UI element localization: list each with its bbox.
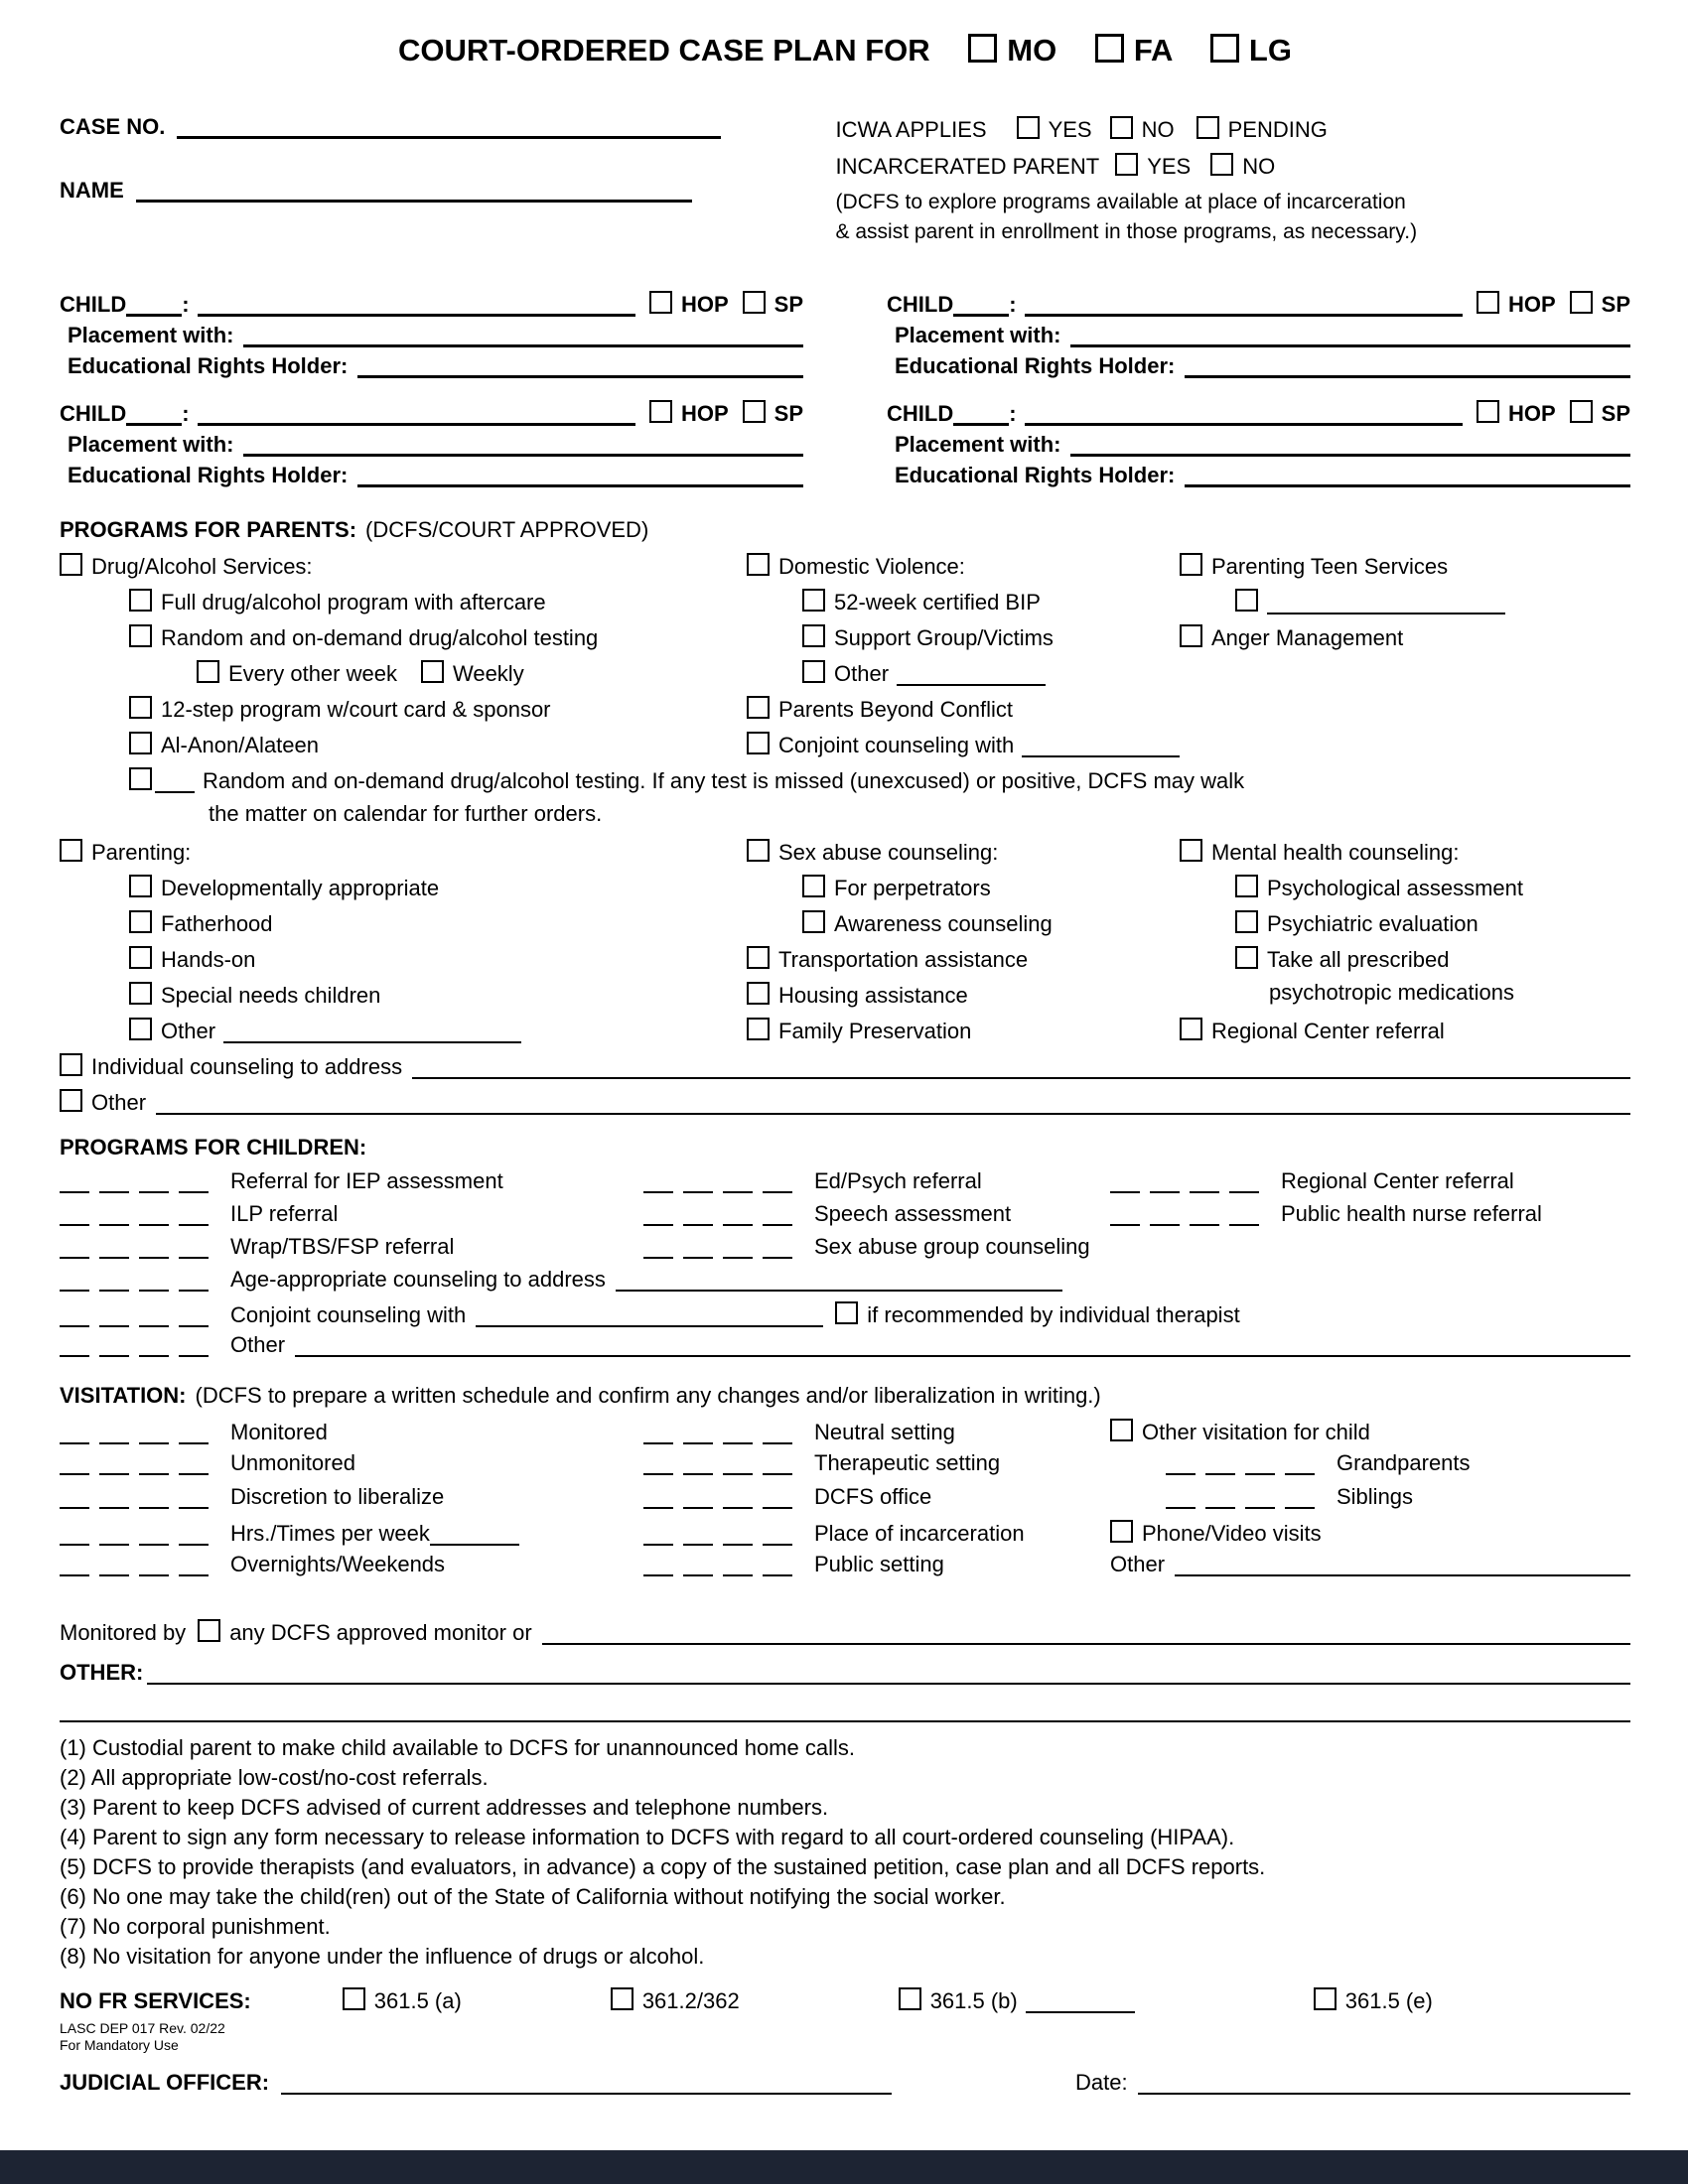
psychiatric-eval-label: Psychiatric evaluation bbox=[1267, 911, 1478, 936]
initial-blanks[interactable] bbox=[60, 1350, 218, 1352]
judicial-officer-row bbox=[60, 2070, 1630, 2096]
placement-row bbox=[895, 432, 1630, 458]
psych-assessment-label: Psychological assessment bbox=[1267, 876, 1524, 900]
special-needs-label: Special needs children bbox=[161, 983, 381, 1008]
conjoint-counseling-label: Conjoint counseling with bbox=[778, 733, 1015, 757]
initial-blanks[interactable] bbox=[643, 1219, 802, 1221]
neutral-setting-label: Neutral setting bbox=[814, 1420, 955, 1444]
children-row bbox=[60, 1168, 1630, 1201]
speech-label: Speech assessment bbox=[814, 1201, 1012, 1226]
sp-label: SP bbox=[774, 292, 803, 317]
parenting-other-line[interactable] bbox=[223, 1041, 521, 1043]
checkbox-weekly[interactable] bbox=[421, 660, 444, 683]
parenting-other-label: Other bbox=[161, 1019, 216, 1043]
checkbox-any-dcfs-monitor[interactable] bbox=[198, 1619, 220, 1642]
therapeutic-setting-label: Therapeutic setting bbox=[814, 1450, 1001, 1475]
case-no-line[interactable] bbox=[177, 136, 721, 139]
checkbox-teen-blank[interactable] bbox=[1235, 589, 1258, 612]
edu-rights-label: Educational Rights Holder: bbox=[68, 353, 349, 378]
children-row bbox=[60, 1299, 1630, 1332]
visitation-row bbox=[60, 1450, 1630, 1484]
checkbox-sp[interactable] bbox=[743, 400, 766, 423]
sp-label: SP bbox=[1601, 292, 1630, 317]
name-line[interactable] bbox=[136, 200, 692, 203]
child-colon: : bbox=[1009, 292, 1017, 317]
children-other-label: Other bbox=[230, 1332, 286, 1357]
parents-columns-top bbox=[60, 551, 1630, 765]
no-fr-row bbox=[60, 1985, 1630, 2014]
checkbox-psychotropic-meds[interactable] bbox=[1235, 946, 1258, 969]
checkbox-361-5-a[interactable] bbox=[343, 1987, 365, 2010]
placement-label: Placement with: bbox=[895, 323, 1061, 347]
case-no-label: CASE NO. bbox=[60, 114, 166, 139]
361-5-b-label: 361.5 (b) bbox=[929, 1988, 1018, 2013]
checkbox-mo[interactable] bbox=[968, 34, 997, 63]
initial-blanks[interactable] bbox=[60, 1570, 218, 1571]
initial-blanks[interactable] bbox=[60, 1219, 218, 1221]
hands-on-label: Hands-on bbox=[161, 947, 256, 972]
form-title bbox=[60, 26, 1630, 68]
checkbox-hop[interactable] bbox=[1477, 400, 1499, 423]
individual-counseling-row bbox=[60, 1051, 1630, 1087]
rule-item: (4) Parent to sign any form necessary to release information to DCFS with regard to all court-ordered counseling (HIPAA). bbox=[60, 1825, 1235, 1849]
checkbox-icwa-pending[interactable] bbox=[1196, 116, 1219, 139]
checkbox-conjoint-counseling[interactable] bbox=[747, 732, 770, 754]
placement-line[interactable] bbox=[1070, 344, 1630, 347]
edu-rights-line[interactable] bbox=[357, 375, 803, 378]
initial-blanks[interactable] bbox=[60, 1320, 218, 1322]
incarcerated-note-line1: (DCFS to explore programs available at place of incarceration bbox=[835, 191, 1406, 213]
visitation-row bbox=[60, 1417, 1630, 1450]
child-label: CHILD bbox=[887, 401, 954, 426]
parents-heading: PROGRAMS FOR PARENTS: bbox=[60, 517, 357, 542]
rule-item: (6) No one may take the child(ren) out of the State of California without notifying the social worker. bbox=[60, 1884, 1006, 1909]
incarcerated-yes-label: YES bbox=[1147, 154, 1192, 179]
checkbox-lg[interactable] bbox=[1210, 34, 1239, 63]
regional-referral-label: Regional Center referral bbox=[1281, 1168, 1514, 1193]
parenting-label: Parenting: bbox=[91, 840, 192, 865]
initial-blanks[interactable] bbox=[60, 1502, 218, 1504]
visitation-heading: VISITATION: bbox=[60, 1383, 187, 1408]
checkbox-hands-on[interactable] bbox=[129, 946, 152, 969]
nurse-label: Public health nurse referral bbox=[1281, 1201, 1542, 1226]
placement-label: Placement with: bbox=[68, 323, 234, 347]
individual-counseling-label: Individual counseling to address bbox=[91, 1054, 403, 1079]
checkbox-for-perpetrators[interactable] bbox=[802, 875, 825, 897]
checkbox-parents-beyond-conflict[interactable] bbox=[747, 696, 770, 719]
child-number-line[interactable] bbox=[953, 314, 1009, 317]
checkbox-sp[interactable] bbox=[1570, 291, 1593, 314]
checkbox-regional-center[interactable] bbox=[1180, 1018, 1202, 1040]
place-incarceration-label: Place of incarceration bbox=[814, 1521, 1025, 1546]
rule-item: (7) No corporal punishment. bbox=[60, 1914, 331, 1939]
child-label: CHILD bbox=[60, 292, 127, 317]
grandparents-label: Grandparents bbox=[1336, 1450, 1471, 1475]
visitation-other-label: Other bbox=[1110, 1552, 1166, 1576]
edu-rights-row bbox=[68, 353, 803, 379]
initial-blanks[interactable] bbox=[60, 1539, 218, 1541]
checkbox-dv-other[interactable] bbox=[802, 660, 825, 683]
family-preservation-label: Family Preservation bbox=[778, 1019, 972, 1043]
initial-blanks[interactable] bbox=[60, 1468, 218, 1470]
checkbox-phone-video[interactable] bbox=[1110, 1520, 1133, 1543]
icwa-pending-label: PENDING bbox=[1227, 117, 1328, 142]
checkbox-icwa-no[interactable] bbox=[1110, 116, 1133, 139]
visitation-row bbox=[60, 1552, 1630, 1585]
title-option-fa: FA bbox=[1133, 33, 1173, 68]
icwa-row bbox=[836, 114, 1630, 143]
checkbox-fatherhood[interactable] bbox=[129, 910, 152, 933]
parents-other-row bbox=[60, 1087, 1630, 1123]
mental-health-label: Mental health counseling: bbox=[1211, 840, 1460, 865]
checkbox-every-other-week[interactable] bbox=[197, 660, 219, 683]
wrap-label: Wrap/TBS/FSP referral bbox=[230, 1234, 455, 1259]
every-other-week-label: Every other week bbox=[228, 661, 397, 686]
361-5-a-label: 361.5 (a) bbox=[373, 1988, 462, 2013]
checkbox-developmentally-appropriate[interactable] bbox=[129, 875, 152, 897]
monitored-label: Monitored bbox=[230, 1420, 328, 1444]
checkbox-parenting[interactable] bbox=[60, 839, 82, 862]
judicial-officer-label: JUDICIAL OFFICER: bbox=[60, 2070, 270, 2095]
initial-blanks[interactable] bbox=[643, 1502, 802, 1504]
checkbox-hop[interactable] bbox=[649, 400, 672, 423]
child-block bbox=[887, 289, 1630, 384]
child-number-line[interactable] bbox=[126, 423, 182, 426]
placement-row bbox=[895, 323, 1630, 348]
checkbox-sex-abuse-counseling[interactable] bbox=[747, 839, 770, 862]
parents-columns-bottom bbox=[60, 837, 1630, 1051]
child-colon: : bbox=[182, 401, 190, 426]
other-visitation-child-label: Other visitation for child bbox=[1142, 1420, 1370, 1444]
sp-label: SP bbox=[774, 401, 803, 426]
checkbox-incarcerated-yes[interactable] bbox=[1115, 153, 1138, 176]
dv-other-line[interactable] bbox=[897, 684, 1046, 686]
form-mandatory: For Mandatory Use bbox=[60, 2037, 179, 2053]
children-heading: PROGRAMS FOR CHILDREN: bbox=[60, 1135, 367, 1160]
continuation-line[interactable] bbox=[60, 1720, 1630, 1722]
rule-item: (3) Parent to keep DCFS advised of current addresses and telephone numbers. bbox=[60, 1795, 829, 1820]
checkbox-sp[interactable] bbox=[743, 291, 766, 314]
checkbox-psych-assessment[interactable] bbox=[1235, 875, 1258, 897]
judicial-officer-line[interactable] bbox=[281, 2093, 892, 2095]
child-blocks bbox=[60, 289, 1630, 493]
checkbox-domestic-violence[interactable] bbox=[747, 553, 770, 576]
initial-blanks[interactable] bbox=[60, 1437, 218, 1439]
random-testing-walk-row2 bbox=[60, 801, 1630, 837]
sp-label: SP bbox=[1601, 401, 1630, 426]
other-orders-label: OTHER: bbox=[60, 1660, 144, 1685]
edu-rights-row bbox=[895, 463, 1630, 488]
hrs-times-label: Hrs./Times per week bbox=[230, 1521, 430, 1546]
initial-blanks[interactable] bbox=[643, 1570, 802, 1571]
sex-abuse-group-label: Sex abuse group counseling bbox=[814, 1234, 1090, 1259]
psychotropic-meds-label2: psychotropic medications bbox=[1269, 980, 1515, 1005]
checkbox-361-2-362[interactable] bbox=[611, 1987, 633, 2010]
checkbox-drug-alcohol-services[interactable] bbox=[60, 553, 82, 576]
weekly-label: Weekly bbox=[452, 661, 524, 686]
child-colon: : bbox=[182, 292, 190, 317]
conjoint-parent-line[interactable] bbox=[1022, 755, 1180, 757]
initial-blanks[interactable] bbox=[1166, 1468, 1325, 1470]
form-title-text: COURT-ORDERED CASE PLAN FOR bbox=[398, 33, 930, 68]
psychotropic-meds-label1: Take all prescribed bbox=[1267, 947, 1450, 972]
placement-label: Placement with: bbox=[68, 432, 234, 457]
title-option-mo: MO bbox=[1007, 33, 1057, 68]
child-label: CHILD bbox=[887, 292, 954, 317]
dv-other-label: Other bbox=[834, 661, 890, 686]
checkbox-al-anon[interactable] bbox=[129, 732, 152, 754]
anger-management-label: Anger Management bbox=[1211, 625, 1404, 650]
housing-label: Housing assistance bbox=[778, 983, 968, 1008]
domestic-violence-label: Domestic Violence: bbox=[778, 554, 965, 579]
checkbox-12-step[interactable] bbox=[129, 696, 152, 719]
checkbox-parenting-other[interactable] bbox=[129, 1018, 152, 1040]
checkbox-housing[interactable] bbox=[747, 982, 770, 1005]
icwa-yes-label: YES bbox=[1048, 117, 1092, 142]
siblings-label: Siblings bbox=[1336, 1484, 1414, 1509]
children-section-heading bbox=[60, 1135, 1630, 1160]
checkbox-mental-health[interactable] bbox=[1180, 839, 1202, 862]
placement-label: Placement with: bbox=[895, 432, 1061, 457]
bip-label: 52-week certified BIP bbox=[834, 590, 1041, 614]
checkbox-parents-other[interactable] bbox=[60, 1089, 82, 1112]
if-recommended-label: if recommended by individual therapist bbox=[867, 1302, 1240, 1327]
child-row bbox=[887, 289, 1630, 318]
initial-blanks[interactable] bbox=[60, 1186, 218, 1188]
checkbox-special-needs[interactable] bbox=[129, 982, 152, 1005]
checkbox-hop[interactable] bbox=[649, 291, 672, 314]
361-5-e-label: 361.5 (e) bbox=[1344, 1988, 1433, 2013]
discretion-label: Discretion to liberalize bbox=[230, 1484, 445, 1509]
checkbox-transportation[interactable] bbox=[747, 946, 770, 969]
placement-line[interactable] bbox=[243, 454, 803, 457]
edu-rights-row bbox=[68, 463, 803, 488]
visitation-section-heading bbox=[60, 1383, 1630, 1409]
ilp-label: ILP referral bbox=[230, 1201, 339, 1226]
hop-label: HOP bbox=[680, 401, 729, 426]
initial-blanks[interactable] bbox=[643, 1252, 802, 1254]
rule-item: (2) All appropriate low-cost/no-cost referrals. bbox=[60, 1765, 489, 1790]
checkbox-icwa-yes[interactable] bbox=[1017, 116, 1040, 139]
regional-center-label: Regional Center referral bbox=[1211, 1019, 1445, 1043]
initial-blanks[interactable] bbox=[1110, 1219, 1269, 1221]
initial-blanks[interactable] bbox=[643, 1539, 802, 1541]
children-other-line[interactable] bbox=[295, 1355, 1630, 1357]
top-section bbox=[60, 114, 1630, 247]
child-colon: : bbox=[1009, 401, 1017, 426]
parenting-teen-label: Parenting Teen Services bbox=[1211, 554, 1449, 579]
12-step-label: 12-step program w/court card & sponsor bbox=[161, 697, 551, 722]
placement-row bbox=[68, 432, 803, 458]
individual-counseling-line[interactable] bbox=[412, 1077, 1630, 1079]
checkbox-hop[interactable] bbox=[1477, 291, 1499, 314]
case-no-row bbox=[60, 114, 798, 140]
edu-rights-row bbox=[895, 353, 1630, 379]
sex-abuse-counseling-label: Sex abuse counseling: bbox=[778, 840, 999, 865]
for-perpetrators-label: For perpetrators bbox=[834, 876, 991, 900]
visitation-other-line[interactable] bbox=[1175, 1574, 1630, 1576]
checkbox-361-5-b[interactable] bbox=[899, 1987, 921, 2010]
checkbox-anger-management[interactable] bbox=[1180, 624, 1202, 647]
incarcerated-row bbox=[836, 151, 1630, 180]
testing-blank-line[interactable] bbox=[155, 791, 195, 793]
edu-rights-line[interactable] bbox=[1185, 375, 1630, 378]
edu-rights-line[interactable] bbox=[357, 484, 803, 487]
placement-line[interactable] bbox=[1070, 454, 1630, 457]
random-testing-walk-label: Random and on-demand drug/alcohol testing. If any test is missed (unexcused) or positive, DCFS may walk bbox=[203, 768, 1245, 793]
phone-video-label: Phone/Video visits bbox=[1142, 1521, 1322, 1546]
any-dcfs-monitor-label: any DCFS approved monitor or bbox=[229, 1620, 532, 1645]
initial-blanks[interactable] bbox=[1110, 1186, 1269, 1188]
children-row bbox=[60, 1234, 1630, 1267]
initial-blanks[interactable] bbox=[1166, 1502, 1325, 1504]
checkbox-fa[interactable] bbox=[1095, 34, 1124, 63]
checkbox-psychiatric-eval[interactable] bbox=[1235, 910, 1258, 933]
conjoint-child-label: Conjoint counseling with bbox=[230, 1302, 467, 1327]
dcfs-office-label: DCFS office bbox=[814, 1484, 932, 1509]
361-5-b-line[interactable] bbox=[1026, 2011, 1135, 2013]
initial-blanks[interactable] bbox=[643, 1437, 802, 1439]
edu-rights-label: Educational Rights Holder: bbox=[895, 463, 1176, 487]
drug-alcohol-label: Drug/Alcohol Services: bbox=[91, 554, 313, 579]
child-name-line[interactable] bbox=[198, 423, 635, 426]
checkbox-support-group[interactable] bbox=[802, 624, 825, 647]
visitation-row bbox=[60, 1484, 1630, 1518]
child-name-line[interactable] bbox=[1025, 423, 1463, 426]
initial-blanks[interactable] bbox=[643, 1186, 802, 1188]
child-number-line[interactable] bbox=[126, 314, 182, 317]
developmentally-appropriate-label: Developmentally appropriate bbox=[161, 876, 440, 900]
name-row bbox=[60, 178, 798, 204]
rule-item: (1) Custodial parent to make child available to DCFS for unannounced home calls. bbox=[60, 1735, 855, 1760]
fatherhood-label: Fatherhood bbox=[161, 911, 273, 936]
edpsych-label: Ed/Psych referral bbox=[814, 1168, 982, 1193]
children-row bbox=[60, 1267, 1630, 1299]
other-orders-row bbox=[60, 1660, 1630, 1686]
checkbox-incarcerated-no[interactable] bbox=[1210, 153, 1233, 176]
361-2-362-label: 361.2/362 bbox=[641, 1988, 740, 2013]
rule-item: (5) DCFS to provide therapists (and evaluators, in advance) a copy of the sustained petition, case plan and all DCFS reports. bbox=[60, 1854, 1266, 1879]
child-block bbox=[60, 289, 803, 384]
unmonitored-label: Unmonitored bbox=[230, 1450, 355, 1475]
overnights-label: Overnights/Weekends bbox=[230, 1552, 446, 1576]
awareness-counseling-label: Awareness counseling bbox=[834, 911, 1053, 936]
hrs-times-line[interactable] bbox=[430, 1544, 519, 1546]
checkbox-random-testing[interactable] bbox=[129, 624, 152, 647]
al-anon-label: Al-Anon/Alateen bbox=[161, 733, 319, 757]
child-number-line[interactable] bbox=[953, 423, 1009, 426]
child-block bbox=[887, 398, 1630, 493]
hop-label: HOP bbox=[1507, 401, 1556, 426]
public-setting-label: Public setting bbox=[814, 1552, 944, 1576]
support-group-label: Support Group/Victims bbox=[834, 625, 1054, 650]
name-label: NAME bbox=[60, 178, 124, 203]
other-orders-line[interactable] bbox=[147, 1683, 1630, 1685]
initial-blanks[interactable] bbox=[60, 1252, 218, 1254]
monitored-by-row bbox=[60, 1617, 1630, 1646]
transportation-label: Transportation assistance bbox=[778, 947, 1029, 972]
visitation-heading-note: (DCFS to prepare a written schedule and confirm any changes and/or liberalization in writing.) bbox=[195, 1383, 1101, 1408]
parents-other-line[interactable] bbox=[156, 1113, 1630, 1115]
parents-section-heading bbox=[60, 517, 1630, 543]
visitation-row bbox=[60, 1518, 1630, 1552]
hop-label: HOP bbox=[1507, 292, 1556, 317]
child-row bbox=[887, 398, 1630, 427]
edu-rights-line[interactable] bbox=[1185, 484, 1630, 487]
parents-beyond-conflict-label: Parents Beyond Conflict bbox=[778, 697, 1014, 722]
children-row bbox=[60, 1201, 1630, 1234]
standard-orders bbox=[60, 1733, 1630, 1972]
icwa-label: ICWA APPLIES bbox=[835, 117, 987, 142]
checkbox-parenting-teen[interactable] bbox=[1180, 553, 1202, 576]
initial-blanks[interactable] bbox=[60, 1285, 218, 1287]
monitored-by-label: Monitored by bbox=[60, 1620, 187, 1645]
parents-other-label: Other bbox=[91, 1090, 147, 1115]
checkbox-individual-counseling[interactable] bbox=[60, 1053, 82, 1076]
title-option-lg: LG bbox=[1248, 33, 1292, 68]
checkbox-sp[interactable] bbox=[1570, 400, 1593, 423]
no-fr-heading: NO FR SERVICES: bbox=[60, 1988, 251, 2013]
conjoint-child-line[interactable] bbox=[476, 1325, 823, 1327]
monitor-name-line[interactable] bbox=[542, 1643, 1630, 1645]
continuation-row bbox=[60, 1715, 1630, 1717]
child-row bbox=[60, 289, 803, 318]
child-row bbox=[60, 398, 803, 427]
random-testing-walk-label2: the matter on calendar for further orders. bbox=[209, 801, 603, 826]
incarcerated-note-line2: & assist parent in enrollment in those programs, as necessary.) bbox=[835, 220, 1418, 243]
icwa-no-label: NO bbox=[1141, 117, 1175, 142]
child-name-line[interactable] bbox=[198, 314, 635, 317]
edu-rights-label: Educational Rights Holder: bbox=[68, 463, 349, 487]
checkbox-awareness-counseling[interactable] bbox=[802, 910, 825, 933]
date-label: Date: bbox=[1075, 2070, 1128, 2095]
child-name-line[interactable] bbox=[1025, 314, 1463, 317]
form-number: LASC DEP 017 Rev. 02/22 bbox=[60, 2020, 225, 2036]
edu-rights-label: Educational Rights Holder: bbox=[895, 353, 1176, 378]
placement-line[interactable] bbox=[243, 344, 803, 347]
checkbox-full-drug-program[interactable] bbox=[129, 589, 152, 612]
rule-item: (8) No visitation for anyone under the influence of drugs or alcohol. bbox=[60, 1944, 705, 1969]
teen-service-line[interactable] bbox=[1267, 613, 1505, 614]
placement-row bbox=[68, 323, 803, 348]
age-counseling-label: Age-appropriate counseling to address bbox=[230, 1267, 606, 1292]
checkbox-52-week-bip[interactable] bbox=[802, 589, 825, 612]
children-row bbox=[60, 1332, 1630, 1365]
date-line[interactable] bbox=[1138, 2093, 1630, 2095]
checkbox-other-visitation-child[interactable] bbox=[1110, 1419, 1133, 1441]
random-testing-label: Random and on-demand drug/alcohol testing bbox=[161, 625, 599, 650]
form-footer bbox=[60, 2020, 225, 2054]
full-drug-program-label: Full drug/alcohol program with aftercare bbox=[161, 590, 546, 614]
incarcerated-label: INCARCERATED PARENT bbox=[835, 154, 1100, 179]
random-testing-walk-row bbox=[60, 765, 1630, 801]
iep-label: Referral for IEP assessment bbox=[230, 1168, 503, 1193]
checkbox-random-testing-walk[interactable] bbox=[129, 767, 152, 790]
initial-blanks[interactable] bbox=[643, 1468, 802, 1470]
checkbox-if-recommended[interactable] bbox=[835, 1301, 858, 1324]
checkbox-361-5-e[interactable] bbox=[1314, 1987, 1336, 2010]
child-label: CHILD bbox=[60, 401, 127, 426]
bottom-bar bbox=[0, 2150, 1688, 2184]
incarcerated-no-label: NO bbox=[1242, 154, 1276, 179]
parents-heading-note: (DCFS/COURT APPROVED) bbox=[365, 517, 649, 542]
hop-label: HOP bbox=[680, 292, 729, 317]
age-counseling-line[interactable] bbox=[616, 1290, 1062, 1292]
checkbox-family-preservation[interactable] bbox=[747, 1018, 770, 1040]
child-block bbox=[60, 398, 803, 493]
